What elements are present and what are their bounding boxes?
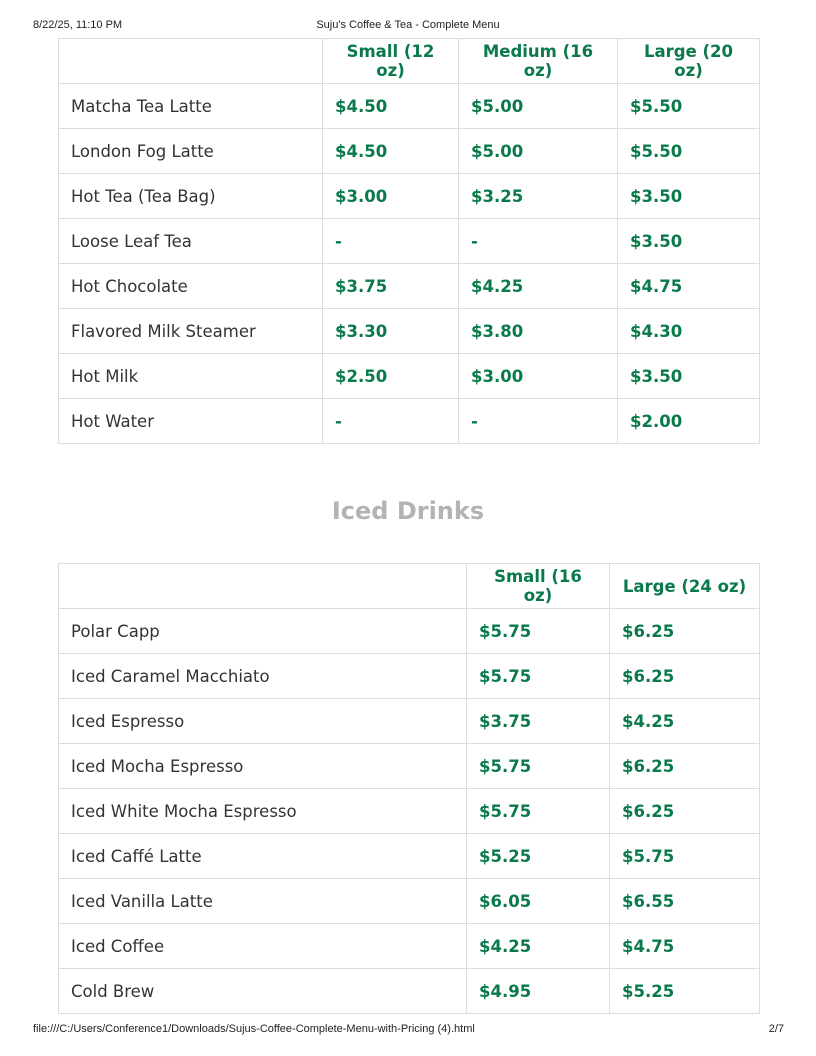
item-name: Polar Capp xyxy=(59,609,467,654)
item-name: Flavored Milk Steamer xyxy=(59,309,323,354)
print-page-number: 2/7 xyxy=(768,1023,784,1035)
item-name: Hot Water xyxy=(59,399,323,444)
item-name: Hot Tea (Tea Bag) xyxy=(59,174,323,219)
price-large: $3.50 xyxy=(618,219,760,264)
header-size-small: Small (16 oz) xyxy=(467,564,610,609)
price-large: $5.75 xyxy=(610,834,760,879)
iced-drinks-heading: Iced Drinks xyxy=(331,497,485,525)
print-page-title: Suju's Coffee & Tea - Complete Menu xyxy=(316,19,500,31)
hot-drinks-table xyxy=(58,38,760,444)
table-row xyxy=(59,174,760,219)
price-large: $6.25 xyxy=(610,609,760,654)
table-row xyxy=(59,744,760,789)
table-row xyxy=(59,789,760,834)
table-row xyxy=(59,84,760,129)
price-small: $4.50 xyxy=(323,84,459,129)
table-row xyxy=(59,654,760,699)
price-large: $4.25 xyxy=(610,699,760,744)
price-large: $6.25 xyxy=(610,789,760,834)
table-header-row xyxy=(59,564,760,609)
table-row xyxy=(59,834,760,879)
price-large: $5.50 xyxy=(618,84,760,129)
price-small: $3.75 xyxy=(467,699,610,744)
table-row xyxy=(59,129,760,174)
price-large: $2.00 xyxy=(618,399,760,444)
price-small: $5.25 xyxy=(467,834,610,879)
price-medium: $3.00 xyxy=(459,354,618,399)
item-name: Iced Caramel Macchiato xyxy=(59,654,467,699)
item-name: Iced Mocha Espresso xyxy=(59,744,467,789)
table-row xyxy=(59,699,760,744)
print-header xyxy=(0,19,816,35)
price-medium: $3.80 xyxy=(459,309,618,354)
table-row xyxy=(59,969,760,1014)
price-small: $4.25 xyxy=(467,924,610,969)
price-small: $3.30 xyxy=(323,309,459,354)
table-row xyxy=(59,924,760,969)
price-large: $3.50 xyxy=(618,354,760,399)
table-row xyxy=(59,879,760,924)
price-small: $4.95 xyxy=(467,969,610,1014)
item-name: Hot Milk xyxy=(59,354,323,399)
price-medium: - xyxy=(459,219,618,264)
header-size-small: Small (12 oz) xyxy=(323,39,459,84)
item-name: Iced Espresso xyxy=(59,699,467,744)
table-row xyxy=(59,354,760,399)
price-large: $3.50 xyxy=(618,174,760,219)
price-small: - xyxy=(323,399,459,444)
price-small: $2.50 xyxy=(323,354,459,399)
price-medium: $5.00 xyxy=(459,84,618,129)
price-small: $5.75 xyxy=(467,789,610,834)
price-large: $5.50 xyxy=(618,129,760,174)
price-small: - xyxy=(323,219,459,264)
item-name: London Fog Latte xyxy=(59,129,323,174)
price-medium: $3.25 xyxy=(459,174,618,219)
item-name: Matcha Tea Latte xyxy=(59,84,323,129)
table-row xyxy=(59,219,760,264)
price-medium: $5.00 xyxy=(459,129,618,174)
price-large: $4.75 xyxy=(610,924,760,969)
item-name: Iced Coffee xyxy=(59,924,467,969)
table-header-row xyxy=(59,39,760,84)
price-large: $6.25 xyxy=(610,654,760,699)
price-small: $3.00 xyxy=(323,174,459,219)
print-datetime: 8/22/25, 11:10 PM xyxy=(33,19,123,31)
price-small: $5.75 xyxy=(467,744,610,789)
header-size-large: Large (24 oz) xyxy=(610,564,760,609)
item-name: Cold Brew xyxy=(59,969,467,1014)
header-item-name xyxy=(59,564,467,609)
price-medium: - xyxy=(459,399,618,444)
price-medium: $4.25 xyxy=(459,264,618,309)
price-small: $5.75 xyxy=(467,609,610,654)
item-name: Iced Caffé Latte xyxy=(59,834,467,879)
header-size-large: Large (20 oz) xyxy=(618,39,760,84)
price-small: $4.50 xyxy=(323,129,459,174)
table-row xyxy=(59,309,760,354)
table-row xyxy=(59,264,760,309)
price-large: $6.55 xyxy=(610,879,760,924)
table-row xyxy=(59,609,760,654)
price-large: $4.75 xyxy=(618,264,760,309)
print-file-path: file:///C:/Users/Conference1/Downloads/Sujus-Coffee-Complete-Menu-with-Pricing (4).html xyxy=(33,1023,475,1035)
header-size-medium: Medium (16 oz) xyxy=(459,39,618,84)
item-name: Iced White Mocha Espresso xyxy=(59,789,467,834)
item-name: Iced Vanilla Latte xyxy=(59,879,467,924)
price-large: $4.30 xyxy=(618,309,760,354)
print-footer xyxy=(0,1023,816,1039)
table-row xyxy=(59,399,760,444)
header-item-name xyxy=(59,39,323,84)
price-small: $3.75 xyxy=(323,264,459,309)
price-large: $6.25 xyxy=(610,744,760,789)
price-small: $6.05 xyxy=(467,879,610,924)
iced-drinks-table xyxy=(58,563,760,1014)
price-large: $5.25 xyxy=(610,969,760,1014)
item-name: Hot Chocolate xyxy=(59,264,323,309)
item-name: Loose Leaf Tea xyxy=(59,219,323,264)
price-small: $5.75 xyxy=(467,654,610,699)
